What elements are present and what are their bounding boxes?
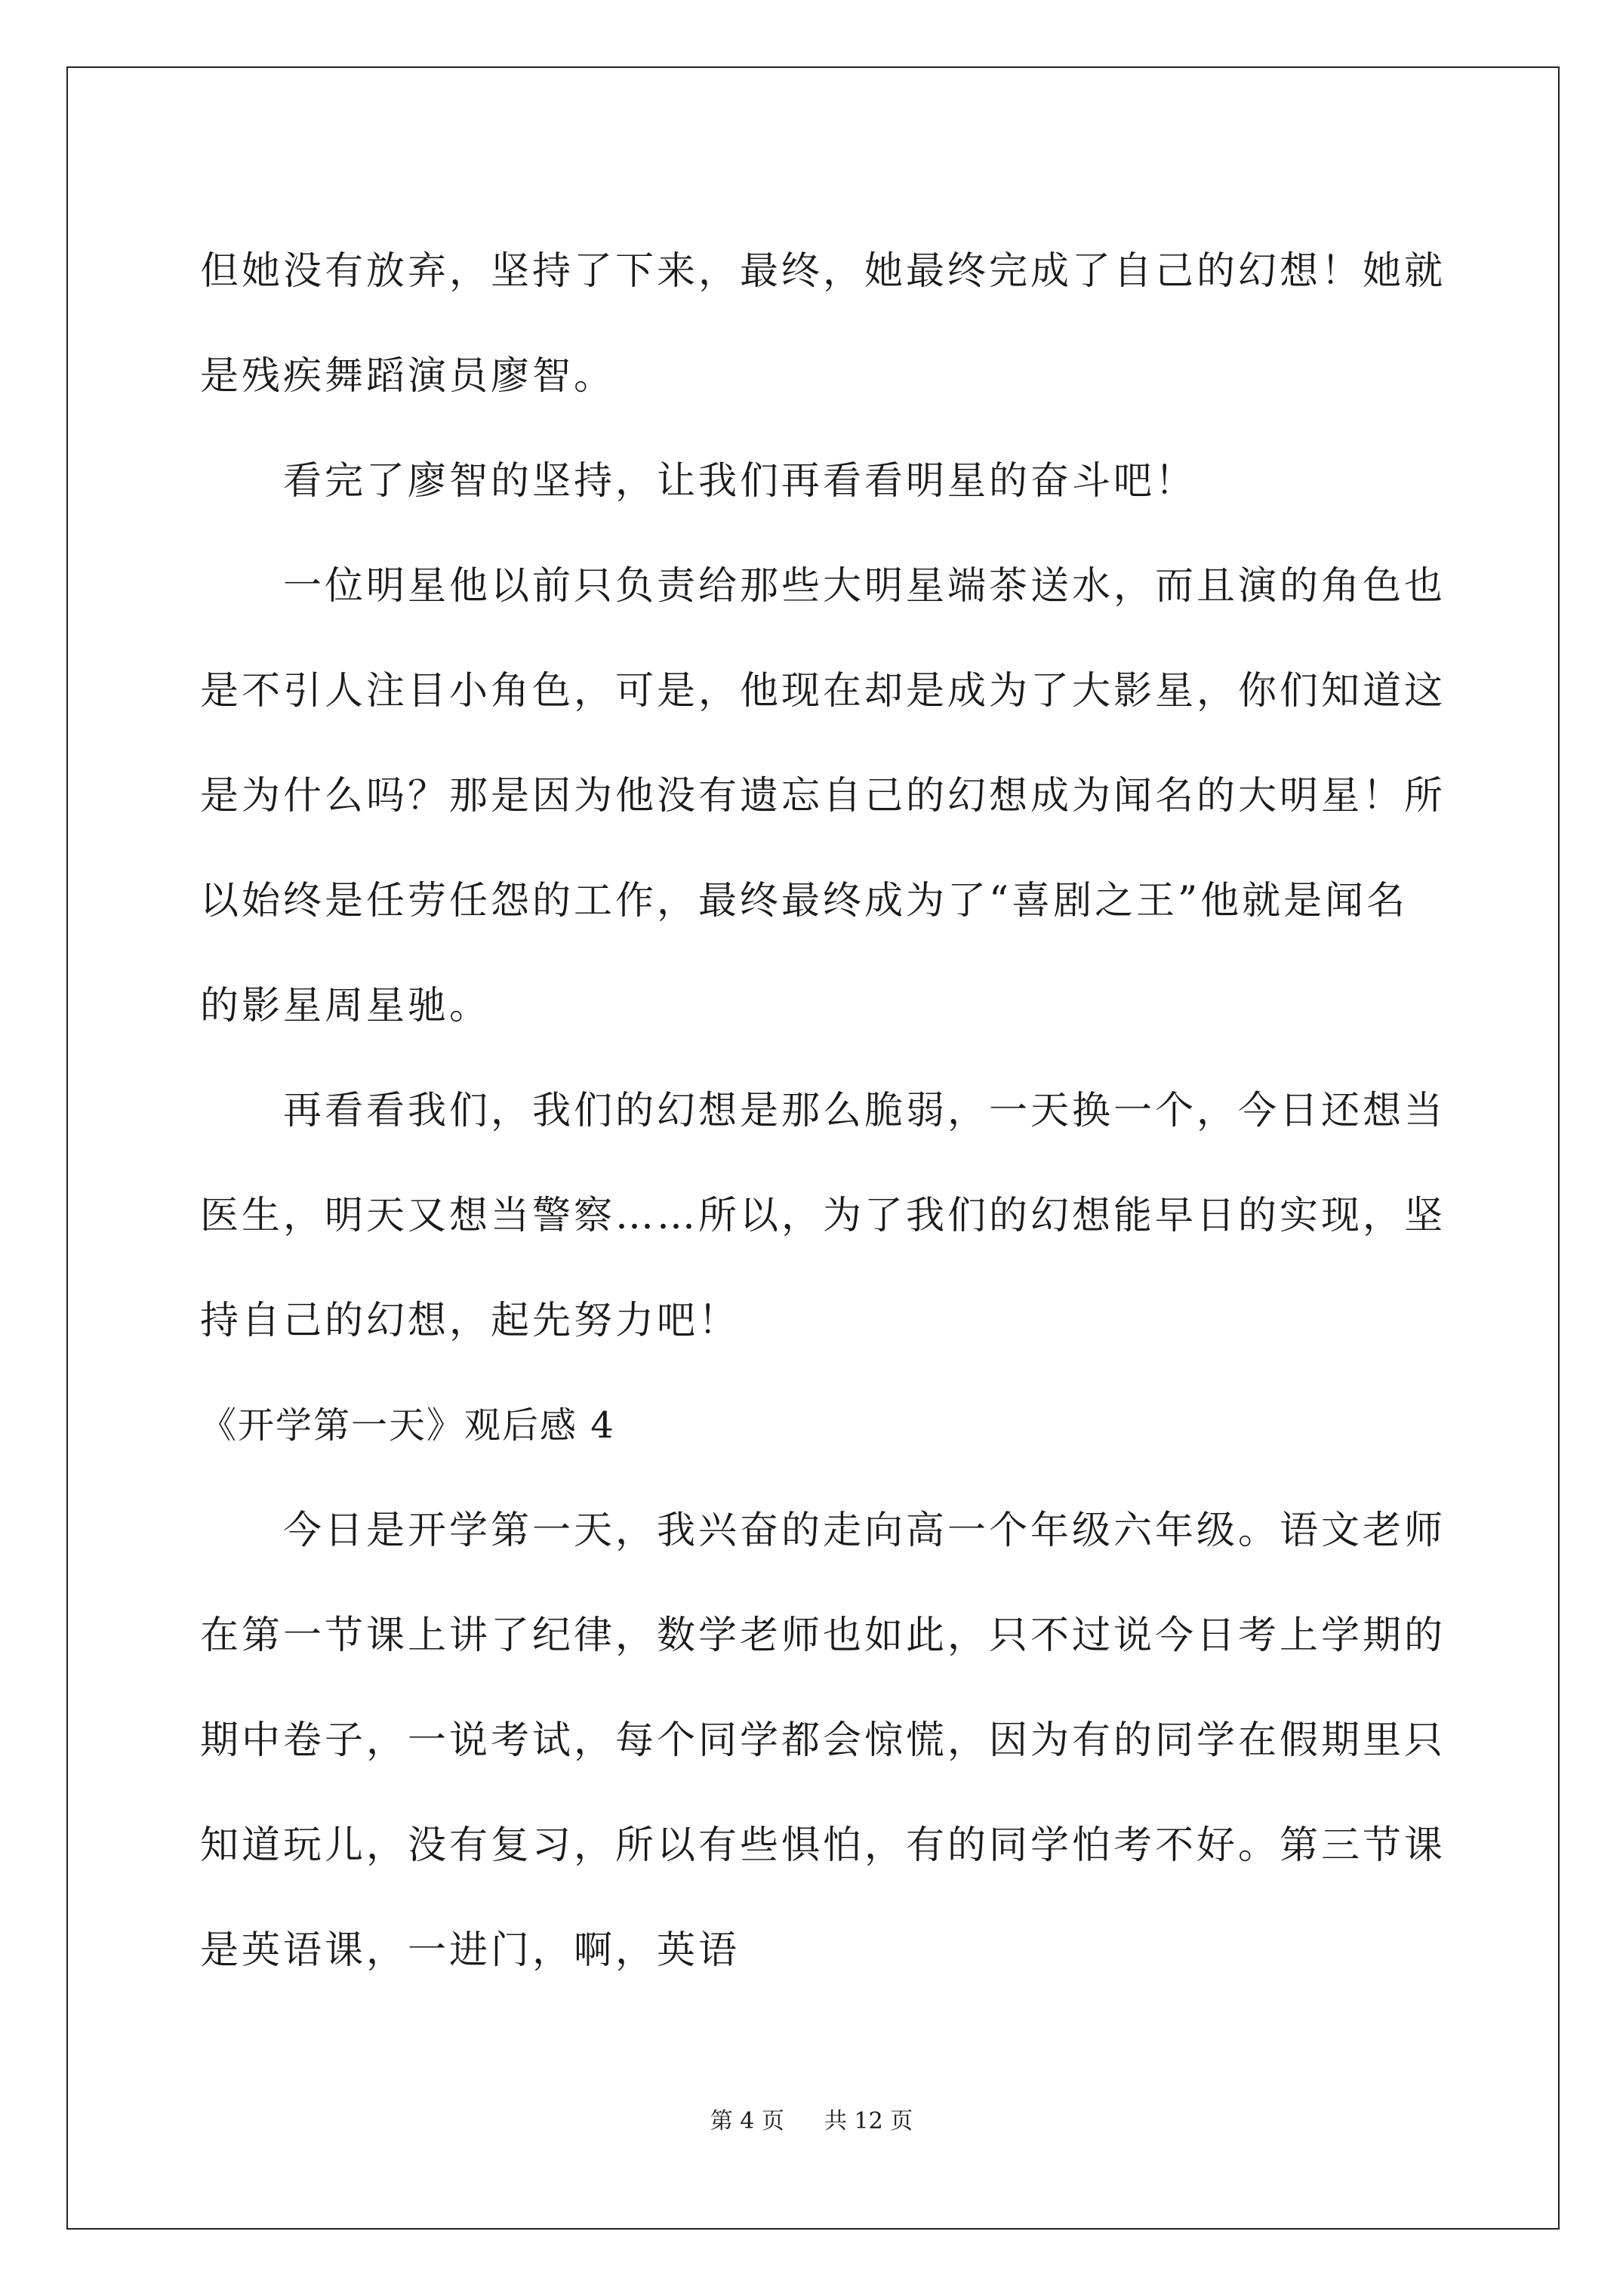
text-line: 期中卷子，一说考试，每个同学都会惊慌，因为有的同学在假期里只 (200, 1718, 1446, 1763)
text-line: 一位明星他以前只负责给那些大明星端茶送水，而且演的角色也 (283, 564, 1446, 609)
page-total: 共 12 页 (824, 2108, 913, 2134)
section-heading: 《开学第一天》观后感 4 (200, 1404, 615, 1447)
text-line: 是英语课，一进门，啊，英语 (200, 1928, 741, 1973)
document-body (200, 219, 1453, 2003)
text-line: 是为什么吗？那是因为他没有遗忘自己的幻想成为闻名的大明星！所 (200, 774, 1446, 818)
text-line: 在第一节课上讲了纪律，数学老师也如此，只不过说今日考上学期的 (200, 1613, 1446, 1658)
text-line: 是残疾舞蹈演员廖智。 (200, 354, 616, 399)
page-footer (0, 2106, 1623, 2137)
text-line: 再看看我们，我们的幻想是那么脆弱，一天换一个，今日还想当 (283, 1089, 1446, 1133)
text-line: 是不引人注目小角色，可是，他现在却是成为了大影星，你们知道这 (200, 669, 1446, 713)
text-line: 医生，明天又想当警察……所以，为了我们的幻想能早日的实现，坚 (200, 1194, 1446, 1238)
text-line: 今日是开学第一天，我兴奋的走向高一个年级六年级。语文老师 (283, 1509, 1446, 1553)
text-line: 知道玩儿，没有复习，所以有些惧怕，有的同学怕考不好。第三节课 (200, 1823, 1446, 1868)
text-line: 持自己的幻想，起先努力吧！ (200, 1299, 741, 1343)
text-line: 的影星周星驰。 (200, 984, 491, 1028)
page-number: 第 4 页 (710, 2108, 784, 2134)
text-line: 但她没有放弃，坚持了下来，最终，她最终完成了自己的幻想！她就 (200, 249, 1446, 294)
text-line: 看完了廖智的坚持，让我们再看看明星的奋斗吧！ (283, 459, 1197, 504)
text-line: 以始终是任劳任怨的工作，最终最终成为了“喜剧之王”他就是闻名 (200, 879, 1409, 923)
